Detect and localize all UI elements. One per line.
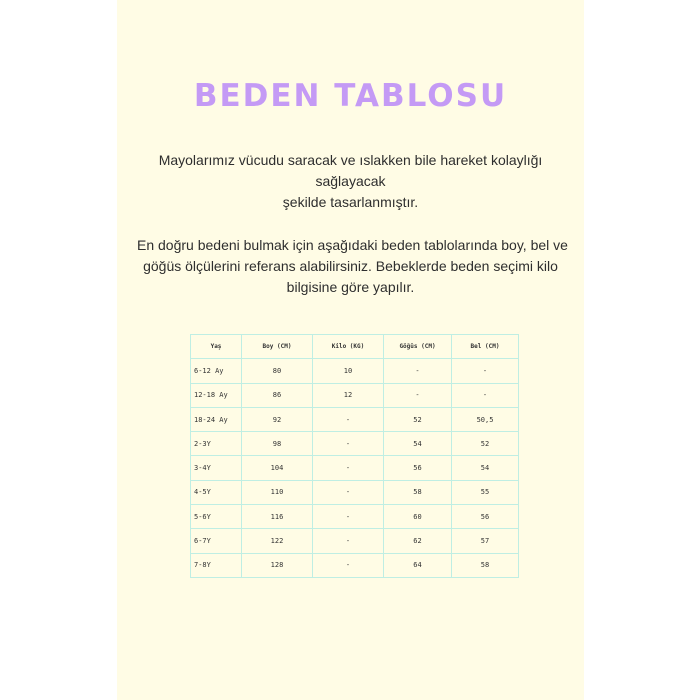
info-line: En doğru bedeni bulmak için aşağıdaki beden tablolarında boy, bel ve <box>137 237 568 253</box>
cell-weight: - <box>313 553 384 577</box>
cell-age: 6-7Y <box>191 529 242 553</box>
header-chest: Göğüs (CM) <box>384 335 452 359</box>
cell-height: 122 <box>242 529 313 553</box>
table-row <box>191 505 519 529</box>
page-title: BEDEN TABLOSU <box>193 78 508 114</box>
cell-chest: 58 <box>384 480 452 504</box>
cell-weight: - <box>313 456 384 480</box>
info-line: göğüs ölçülerini referans alabilirsiniz. Bebeklerde beden seçimi kilo <box>143 258 558 274</box>
cell-age: 3-4Y <box>191 456 242 480</box>
table-row <box>191 480 519 504</box>
cell-weight: - <box>313 432 384 456</box>
cell-chest: 54 <box>384 432 452 456</box>
cell-weight: 12 <box>313 383 384 407</box>
cell-weight: - <box>313 407 384 431</box>
header-age: Yaş <box>191 335 242 359</box>
table-row <box>191 432 519 456</box>
info-line: bilgisine göre yapılır. <box>286 279 415 295</box>
cell-height: 128 <box>242 553 313 577</box>
table-row <box>191 456 519 480</box>
cell-height: 110 <box>242 480 313 504</box>
cell-waist: 56 <box>452 505 519 529</box>
table-row <box>191 407 519 431</box>
table-row <box>191 383 519 407</box>
header-height: Boy (CM) <box>242 335 313 359</box>
cell-weight: - <box>313 480 384 504</box>
cell-age: 7-8Y <box>191 553 242 577</box>
cell-chest: 64 <box>384 553 452 577</box>
cell-age: 6-12 Ay <box>191 359 242 383</box>
cell-chest: - <box>384 383 452 407</box>
cell-age: 4-5Y <box>191 480 242 504</box>
cell-height: 104 <box>242 456 313 480</box>
cell-waist: 52 <box>452 432 519 456</box>
cell-weight: 10 <box>313 359 384 383</box>
cell-waist: - <box>452 383 519 407</box>
cell-chest: 62 <box>384 529 452 553</box>
intro-line: sağlayacak <box>315 173 386 189</box>
cell-chest: - <box>384 359 452 383</box>
cell-age: 12-18 Ay <box>191 383 242 407</box>
cell-weight: - <box>313 529 384 553</box>
table-row <box>191 529 519 553</box>
cell-waist: 54 <box>452 456 519 480</box>
table-header-row <box>191 335 519 359</box>
cell-waist: 58 <box>452 553 519 577</box>
cell-waist: 55 <box>452 480 519 504</box>
info-paragraph <box>137 235 568 298</box>
table-row <box>191 359 519 383</box>
size-chart-page <box>117 0 584 700</box>
cell-height: 80 <box>242 359 313 383</box>
cell-waist: - <box>452 359 519 383</box>
cell-age: 2-3Y <box>191 432 242 456</box>
intro-line: Mayolarımız vücudu saracak ve ıslakken bile hareket kolaylığı <box>158 152 543 168</box>
intro-line: şekilde tasarlanmıştır. <box>282 194 419 210</box>
cell-waist: 50,5 <box>452 407 519 431</box>
cell-height: 98 <box>242 432 313 456</box>
cell-chest: 60 <box>384 505 452 529</box>
cell-height: 92 <box>242 407 313 431</box>
cell-height: 86 <box>242 383 313 407</box>
header-weight: Kilo (KG) <box>313 335 384 359</box>
cell-age: 18-24 Ay <box>191 407 242 431</box>
cell-chest: 52 <box>384 407 452 431</box>
cell-waist: 57 <box>452 529 519 553</box>
cell-weight: - <box>313 505 384 529</box>
cell-height: 116 <box>242 505 313 529</box>
intro-paragraph <box>137 150 564 213</box>
table-row <box>191 553 519 577</box>
cell-chest: 56 <box>384 456 452 480</box>
header-waist: Bel (CM) <box>452 335 519 359</box>
cell-age: 5-6Y <box>191 505 242 529</box>
size-table <box>190 334 519 578</box>
table-body <box>191 359 519 578</box>
